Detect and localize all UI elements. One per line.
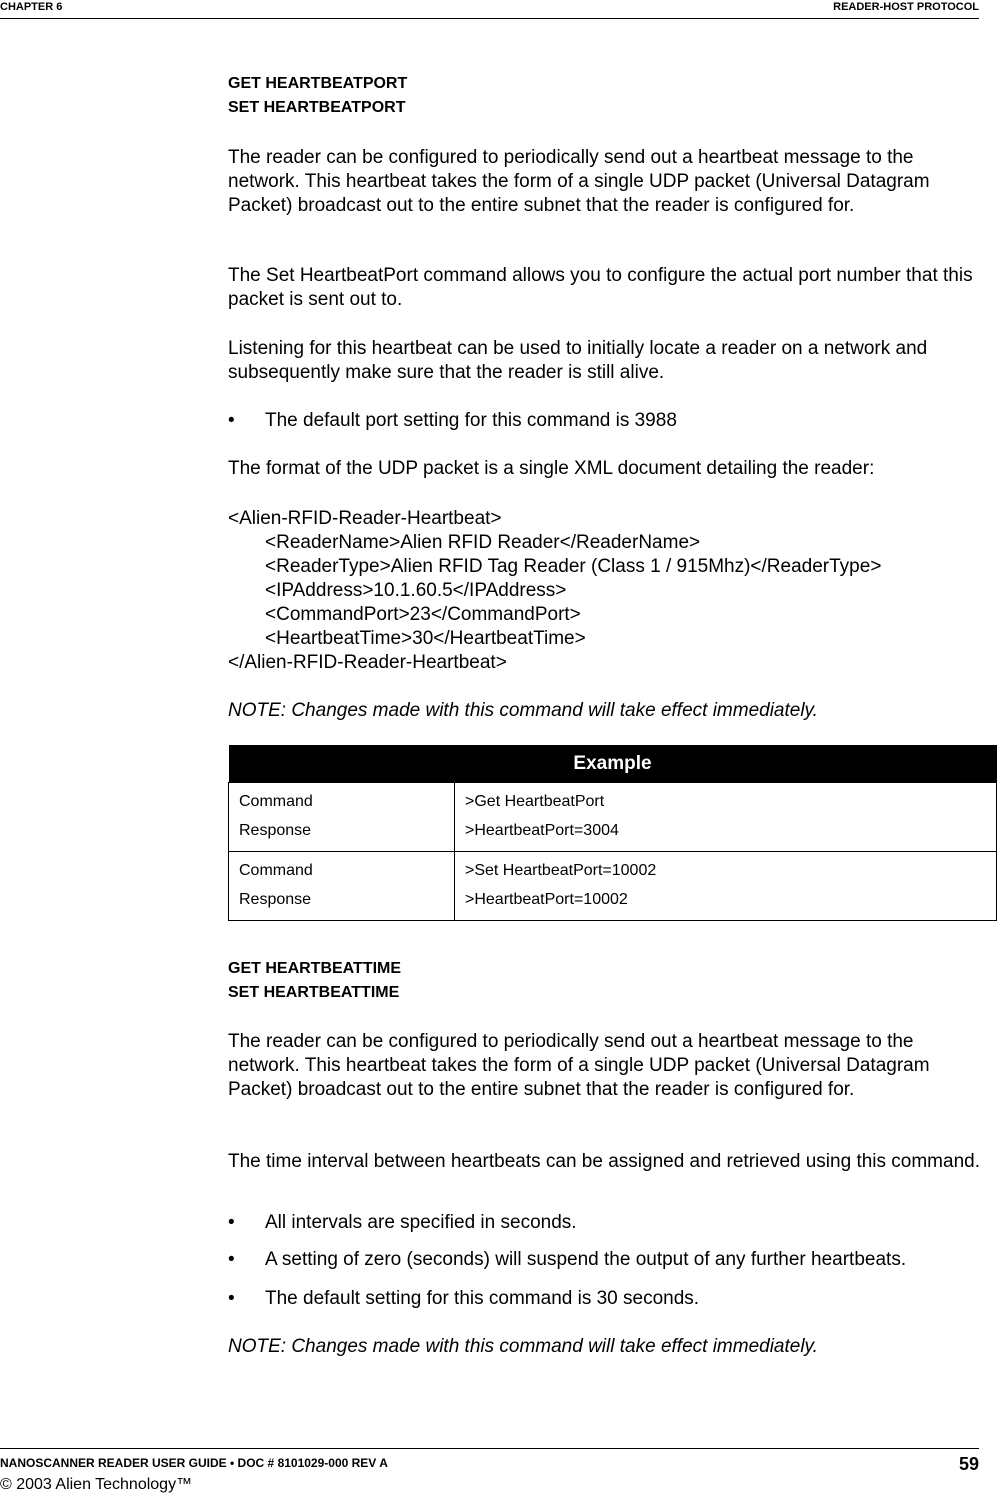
- xml-line: <HeartbeatTime>30</HeartbeatTime>: [265, 628, 586, 649]
- example-table-header: Example: [229, 745, 997, 783]
- response-text: >HeartbeatPort=3004: [465, 822, 619, 839]
- xml-line: <ReaderType>Alien RFID Tag Reader (Class 1 / 915Mhz)</ReaderType>: [265, 556, 882, 577]
- section-heading-set-heartbeattime: SET HEARTBEATTIME: [228, 984, 400, 1001]
- table-row: [229, 783, 997, 852]
- example-table: [228, 745, 997, 921]
- xml-line: <ReaderName>Alien RFID Reader</ReaderName>: [265, 532, 701, 553]
- section-running-title: READER-HOST PROTOCOL: [833, 1, 979, 13]
- row-label: Response: [239, 822, 312, 839]
- section-heading-set-heartbeatport: SET HEARTBEATPORT: [228, 99, 406, 116]
- paragraph: The format of the UDP packet is a single XML document detailing the reader:: [228, 458, 875, 479]
- bullet-text: The default setting for this command is 30 seconds.: [265, 1288, 700, 1309]
- bullet-text: A setting of zero (seconds) will suspend the output of any further heartbeats.: [265, 1249, 907, 1270]
- table-cell-labels: [229, 852, 455, 921]
- paragraph: Listening for this heartbeat can be used to initially locate a reader on a network and subsequently make sure that the reader is still alive.: [228, 338, 928, 383]
- bullet-icon: •: [228, 1288, 235, 1309]
- note: NOTE: Changes made with this command will take effect immediately.: [228, 700, 818, 721]
- footer-copyright: © 2003 Alien Technology™: [0, 1476, 193, 1493]
- row-label: Command: [239, 862, 313, 879]
- section-heading-get-heartbeattime: GET HEARTBEATTIME: [228, 960, 402, 977]
- command-text: >Get HeartbeatPort: [465, 793, 605, 810]
- row-label: Response: [239, 891, 312, 908]
- bullet-text: All intervals are specified in seconds.: [265, 1212, 577, 1233]
- bullet-icon: •: [228, 410, 235, 431]
- footer-doc-title: NANOSCANNER READER USER GUIDE • DOC # 8101029-000 REV A: [0, 1456, 388, 1470]
- footer-rule: [0, 1448, 979, 1449]
- table-cell-values: [455, 852, 997, 921]
- paragraph: The reader can be configured to periodically send out a heartbeat message to the network. This heartbeat takes the form of a single UDP packet (Universal Datagram Packet) broadcast out to the entire subnet that the reader is configured for.: [228, 1031, 930, 1100]
- xml-line: <Alien-RFID-Reader-Heartbeat>: [228, 508, 502, 529]
- command-text: >Set HeartbeatPort=10002: [465, 862, 657, 879]
- page-number: 59: [958, 1454, 979, 1474]
- note: NOTE: Changes made with this command will take effect immediately.: [228, 1336, 818, 1357]
- table-cell-labels: [229, 783, 455, 852]
- section-heading-get-heartbeatport: GET HEARTBEATPORT: [228, 75, 408, 92]
- xml-line: </Alien-RFID-Reader-Heartbeat>: [228, 652, 507, 673]
- table-row: [229, 852, 997, 921]
- xml-line: <CommandPort>23</CommandPort>: [265, 604, 581, 625]
- page-header: [0, 0, 979, 19]
- bullet-icon: •: [228, 1212, 235, 1233]
- xml-line: <IPAddress>10.1.60.5</IPAddress>: [265, 580, 567, 601]
- paragraph: The time interval between heartbeats can be assigned and retrieved using this command.: [228, 1151, 980, 1172]
- bullet-text: The default port setting for this command is 3988: [265, 410, 677, 431]
- chapter-label: CHAPTER 6: [0, 1, 63, 13]
- bullet-icon: •: [228, 1249, 235, 1270]
- paragraph: The reader can be configured to periodically send out a heartbeat message to the network. This heartbeat takes the form of a single UDP packet (Universal Datagram Packet) broadcast out to the entire subnet that the reader is configured for.: [228, 147, 930, 216]
- table-cell-values: [455, 783, 997, 852]
- paragraph: The Set HeartbeatPort command allows you to configure the actual port number that this packet is sent out to.: [228, 265, 973, 310]
- response-text: >HeartbeatPort=10002: [465, 891, 628, 908]
- row-label: Command: [239, 793, 313, 810]
